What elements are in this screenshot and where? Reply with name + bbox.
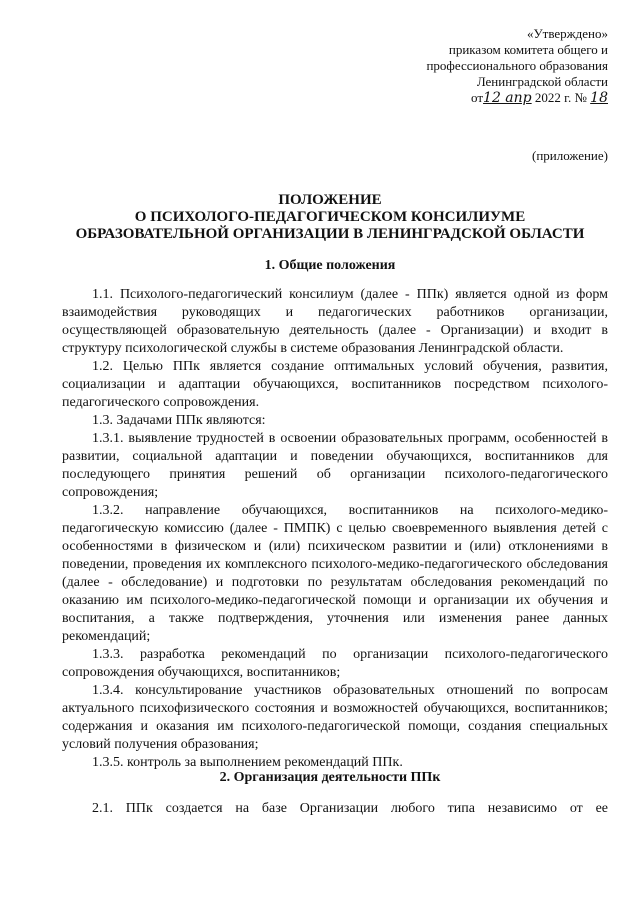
- section-heading-2: 2. Организация деятельности ППк: [219, 770, 441, 785]
- approval-committee-line: профессионального образования: [426, 58, 608, 73]
- date-prefix: от: [471, 90, 484, 105]
- title-line-1: ПОЛОЖЕНИЕ: [278, 192, 382, 208]
- approval-order-line: приказом комитета общего и: [448, 42, 608, 57]
- approval-title: «Утверждено»: [526, 26, 608, 41]
- date-suffix: 2022 г. №: [534, 90, 587, 105]
- paragraph-1-3-1: 1.3.1. выявление трудностей в освоении образовательных программ, особенностей в развитии, социальной адаптации и поведении обучающихся, воспитанников для последующего принятия решений об организации психолого-педагогического сопровождения;: [62, 431, 608, 500]
- handwritten-date: 12 апр: [483, 90, 532, 106]
- approval-region-line: Ленинградской области: [476, 74, 608, 89]
- paragraph-1-3: 1.3. Задачами ППк являются:: [92, 413, 266, 428]
- section-heading-1: 1. Общие положения: [264, 258, 396, 273]
- title-line-3: ОБРАЗОВАТЕЛЬНОЙ ОРГАНИЗАЦИИ В ЛЕНИНГРАДСКОЙ ОБЛАСТИ: [75, 226, 585, 242]
- paragraph-1-3-3: 1.3.3. разработка рекомендаций по организации психолого-педагогического сопровождения обучающихся, воспитанников;: [62, 647, 608, 680]
- paragraph-1-3-5: 1.3.5. контроль за выполнением рекомендаций ППк.: [92, 755, 403, 770]
- document-title: [60, 192, 600, 243]
- paragraph-1-2: 1.2. Целью ППк является создание оптимальных условий обучения, развития, социализации и адаптации обучающихся, воспитанников посредством психолого-педагогического сопровождения.: [62, 359, 608, 410]
- paragraph-2-1: 2.1. ППк создается на базе Организации любого типа независимо от ее: [92, 801, 608, 816]
- paragraph-1-3-2: 1.3.2. направление обучающихся, воспитанников на психолого-медико-педагогическую комиссию (далее - ПМПК) с целью своевременного выявления детей с особенностями в физическом и (или) психическом развитии и (или) отклонениями в поведении, проведения их комплексного психолого-медико-педагогического обследования (далее - обследование) и подготовки по результатам обследования рекомендаций по оказанию им психолого-медико-педагогической помощи и организации их обучения и воспитания, а также подтверждения, уточнения или изменения ранее данных рекомендаций;: [62, 503, 608, 644]
- handwritten-number: 18: [590, 90, 608, 106]
- section-1-body: [62, 286, 608, 772]
- title-line-2: О ПСИХОЛОГО-ПЕДАГОГИЧЕСКОМ КОНСИЛИУМЕ: [134, 209, 526, 225]
- approval-block: [378, 26, 608, 106]
- approval-date-line: [378, 90, 608, 106]
- appendix-label: (приложение): [531, 148, 608, 163]
- paragraph-1-3-4: 1.3.4. консультирование участников образовательных отношений по вопросам актуального психофизического состояния и возможностей обучающихся, воспитанников; содержания и оказания им психолого-педагогической помощи, создания специальных условий получения образования;: [62, 683, 608, 752]
- paragraph-1-1: 1.1. Психолого-педагогический консилиум (далее - ППк) является одной из форм взаимодействия руководящих и педагогических работников организации, осуществляющей образовательную деятельность (далее - Организации) и входит в структуру психологической службы в системе образования Ленинградской области.: [62, 287, 608, 356]
